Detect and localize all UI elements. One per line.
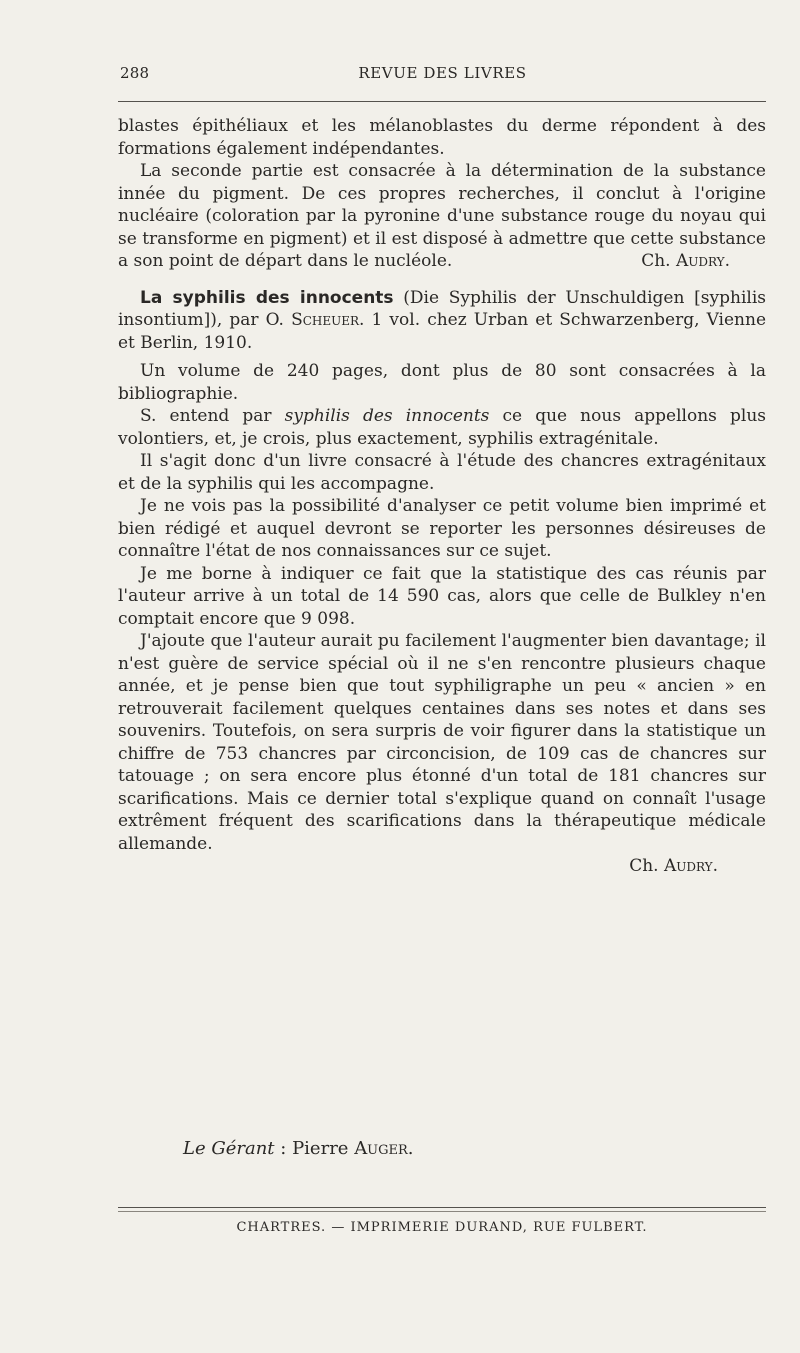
running-title: REVUE DES LIVRES	[358, 64, 527, 82]
gerant-last-name: Auger.	[354, 1138, 414, 1159]
gerant-label: Le Gérant	[183, 1138, 275, 1159]
review2-paragraph-2-before: S. entend par	[140, 406, 272, 426]
gerant-line	[183, 1138, 414, 1159]
footer-rule	[118, 1207, 766, 1208]
review2-paragraph-2-italic: syphilis des innocents	[284, 406, 490, 426]
review2-signature-name: Audry.	[663, 856, 718, 876]
review1-signature-name: Audry.	[675, 251, 730, 271]
gerant-first-name: Pierre	[292, 1138, 349, 1159]
review2-signature	[118, 855, 766, 878]
review1-signature-initial: Ch.	[641, 251, 671, 271]
printer-imprint: CHARTRES. — IMPRIMERIE DURAND, RUE FULBERT.	[236, 1220, 648, 1235]
footer-rule-thin	[118, 1211, 766, 1212]
header-rule	[118, 101, 766, 102]
review2-paragraph-5: Je me borne à indiquer ce fait que la statistique des cas réunis par l'auteur arrive à un total de 14 590 cas, alors que celle de Bulkley n'en comptait encore que 9 098.	[118, 563, 766, 629]
review1-signature	[641, 250, 730, 273]
review2-signature-initial: Ch.	[629, 856, 659, 876]
review2-paragraph-6: J'ajoute que l'auteur aurait pu facilement l'augmenter bien davantage; il n'est guère de service spécial où il ne s'en rencontre plusieurs chaque année, et je pense bien que tout syphiligraphe un peu « ancien » en retrouverait facilement quelques centaines dans ses notes et dans ses souvenirs. Toutefois, on sera surpris de voir figurer dans la statistique un chiffre de 753 chancres par circoncision, de 109 cas de chancres sur tatouage ; on sera encore plus étonné d'un total de 181 chancres sur scarifications. Mais ce dernier total s'explique quand on connaît l'usage extrêment fréquent des scarifications dans la thérapeutique médicale allemande.	[118, 631, 766, 854]
review2-intro: (Die Syphilis der Unschuldigen [syphilis insontium]), par O.	[118, 287, 766, 330]
review2-paragraph-3: Il s'agit donc d'un livre consacré à l'étude des chancres extragénitaux et de la syphilis qui les accompagne.	[118, 451, 766, 494]
review2-paragraph-2	[118, 405, 766, 450]
review2-paragraph-1: Un volume de 240 pages, dont plus de 80 sont consacrées à la bibliographie.	[118, 361, 766, 404]
page-number: 288	[120, 64, 150, 82]
review1-paragraph-2-text: La seconde partie est consacrée à la détermination de la substance innée du pigment. De ces propres recherches, il conclut à l'origine nucléaire (coloration par la pyronine d'une substance rouge du noyau qui se transforme en pigment) et il est disposé à admettre que cette substance a son point de départ dans le nucléole.	[118, 161, 766, 271]
running-header	[120, 64, 765, 88]
review2-title: La syphilis des innocents	[140, 287, 394, 308]
review2-paragraph-4: Je ne vois pas la possibilité d'analyser ce petit volume bien imprimé et bien rédigé et auquel devront se reporter les personnes désireuses de connaître l'état de nos connaissances sur ce sujet.	[118, 496, 766, 561]
review2-heading	[118, 287, 766, 355]
review1-paragraph-2	[118, 160, 766, 273]
review2-paragraph-2-after: ce que nous appellons plus volontiers, et, je crois, plus exactement, syphilis extragénitale.	[118, 406, 766, 449]
review1-paragraph-1: blastes épithéliaux et les mélanoblastes du derme répondent à des formations également indépendantes.	[118, 116, 766, 159]
gerant-colon: :	[274, 1138, 287, 1159]
review2-author: Scheuer.	[291, 310, 365, 330]
section-gap	[118, 273, 766, 287]
review2-publisher: 1 vol. chez Urban et Schwarzenberg, Vienne et Berlin, 1910.	[118, 310, 767, 353]
page-body	[118, 115, 766, 878]
